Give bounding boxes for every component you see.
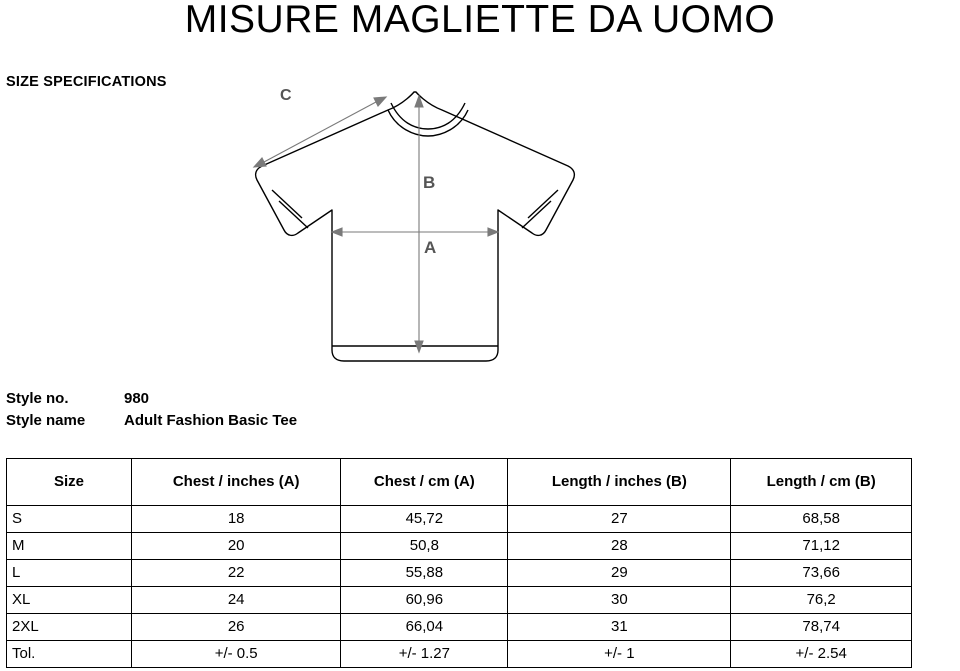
cell-length-cm: 71,12 bbox=[731, 533, 912, 560]
tshirt-diagram bbox=[228, 70, 628, 380]
cell-length-inches: +/- 1 bbox=[508, 641, 731, 668]
cell-size: M bbox=[7, 533, 132, 560]
table-row bbox=[7, 641, 912, 668]
cell-length-inches: 31 bbox=[508, 614, 731, 641]
cell-chest-inches: 24 bbox=[132, 587, 341, 614]
style-name-row bbox=[6, 412, 297, 434]
cell-length-cm: 76,2 bbox=[731, 587, 912, 614]
cell-chest-cm: 60,96 bbox=[341, 587, 508, 614]
style-no-value: 980 bbox=[124, 390, 150, 407]
table-header-size: Size bbox=[7, 459, 132, 506]
diagram-marker-b-text: B bbox=[423, 173, 436, 192]
cell-size: XL bbox=[7, 587, 132, 614]
cell-length-inches: 27 bbox=[508, 506, 731, 533]
table-row bbox=[7, 614, 912, 641]
cell-chest-inches: 26 bbox=[132, 614, 341, 641]
table-header-chest-inches: Chest / inches (A) bbox=[132, 459, 341, 506]
cell-length-inches: 29 bbox=[508, 560, 731, 587]
style-name-value: Adult Fashion Basic Tee bbox=[124, 412, 298, 429]
table-header-row bbox=[7, 459, 912, 506]
style-info bbox=[6, 390, 297, 434]
table-row bbox=[7, 533, 912, 560]
size-table bbox=[6, 458, 912, 668]
table-header-chest-cm: Chest / cm (A) bbox=[341, 459, 508, 506]
cell-chest-inches: 22 bbox=[132, 560, 341, 587]
cell-chest-inches: +/- 0.5 bbox=[132, 641, 341, 668]
diagram-marker-a-text: A bbox=[424, 238, 437, 257]
cell-length-inches: 30 bbox=[508, 587, 731, 614]
cell-length-inches: 28 bbox=[508, 533, 731, 560]
cell-chest-cm: 55,88 bbox=[341, 560, 508, 587]
style-name-label: Style name bbox=[6, 412, 86, 429]
page-title: MISURE MAGLIETTE DA UOMO bbox=[184, 0, 776, 41]
cell-chest-cm: 66,04 bbox=[341, 614, 508, 641]
cell-chest-cm: 45,72 bbox=[341, 506, 508, 533]
cell-chest-inches: 18 bbox=[132, 506, 341, 533]
table-row bbox=[7, 560, 912, 587]
cell-size: 2XL bbox=[7, 614, 132, 641]
cell-size: Tol. bbox=[7, 641, 132, 668]
table-row bbox=[7, 506, 912, 533]
table-header-length-inches: Length / inches (B) bbox=[508, 459, 731, 506]
style-no-label: Style no. bbox=[6, 390, 69, 407]
cell-size: S bbox=[7, 506, 132, 533]
cell-size: L bbox=[7, 560, 132, 587]
size-specifications-label: SIZE SPECIFICATIONS bbox=[6, 74, 167, 90]
diagram-marker-c-text: C bbox=[280, 87, 292, 104]
cell-length-cm: 73,66 bbox=[731, 560, 912, 587]
style-no-row bbox=[6, 390, 297, 412]
cell-length-cm: 68,58 bbox=[731, 506, 912, 533]
cell-length-cm: 78,74 bbox=[731, 614, 912, 641]
cell-chest-inches: 20 bbox=[132, 533, 341, 560]
table-row bbox=[7, 587, 912, 614]
table-header-length-cm: Length / cm (B) bbox=[731, 459, 912, 506]
cell-length-cm: +/- 2.54 bbox=[731, 641, 912, 668]
cell-chest-cm: +/- 1.27 bbox=[341, 641, 508, 668]
cell-chest-cm: 50,8 bbox=[341, 533, 508, 560]
